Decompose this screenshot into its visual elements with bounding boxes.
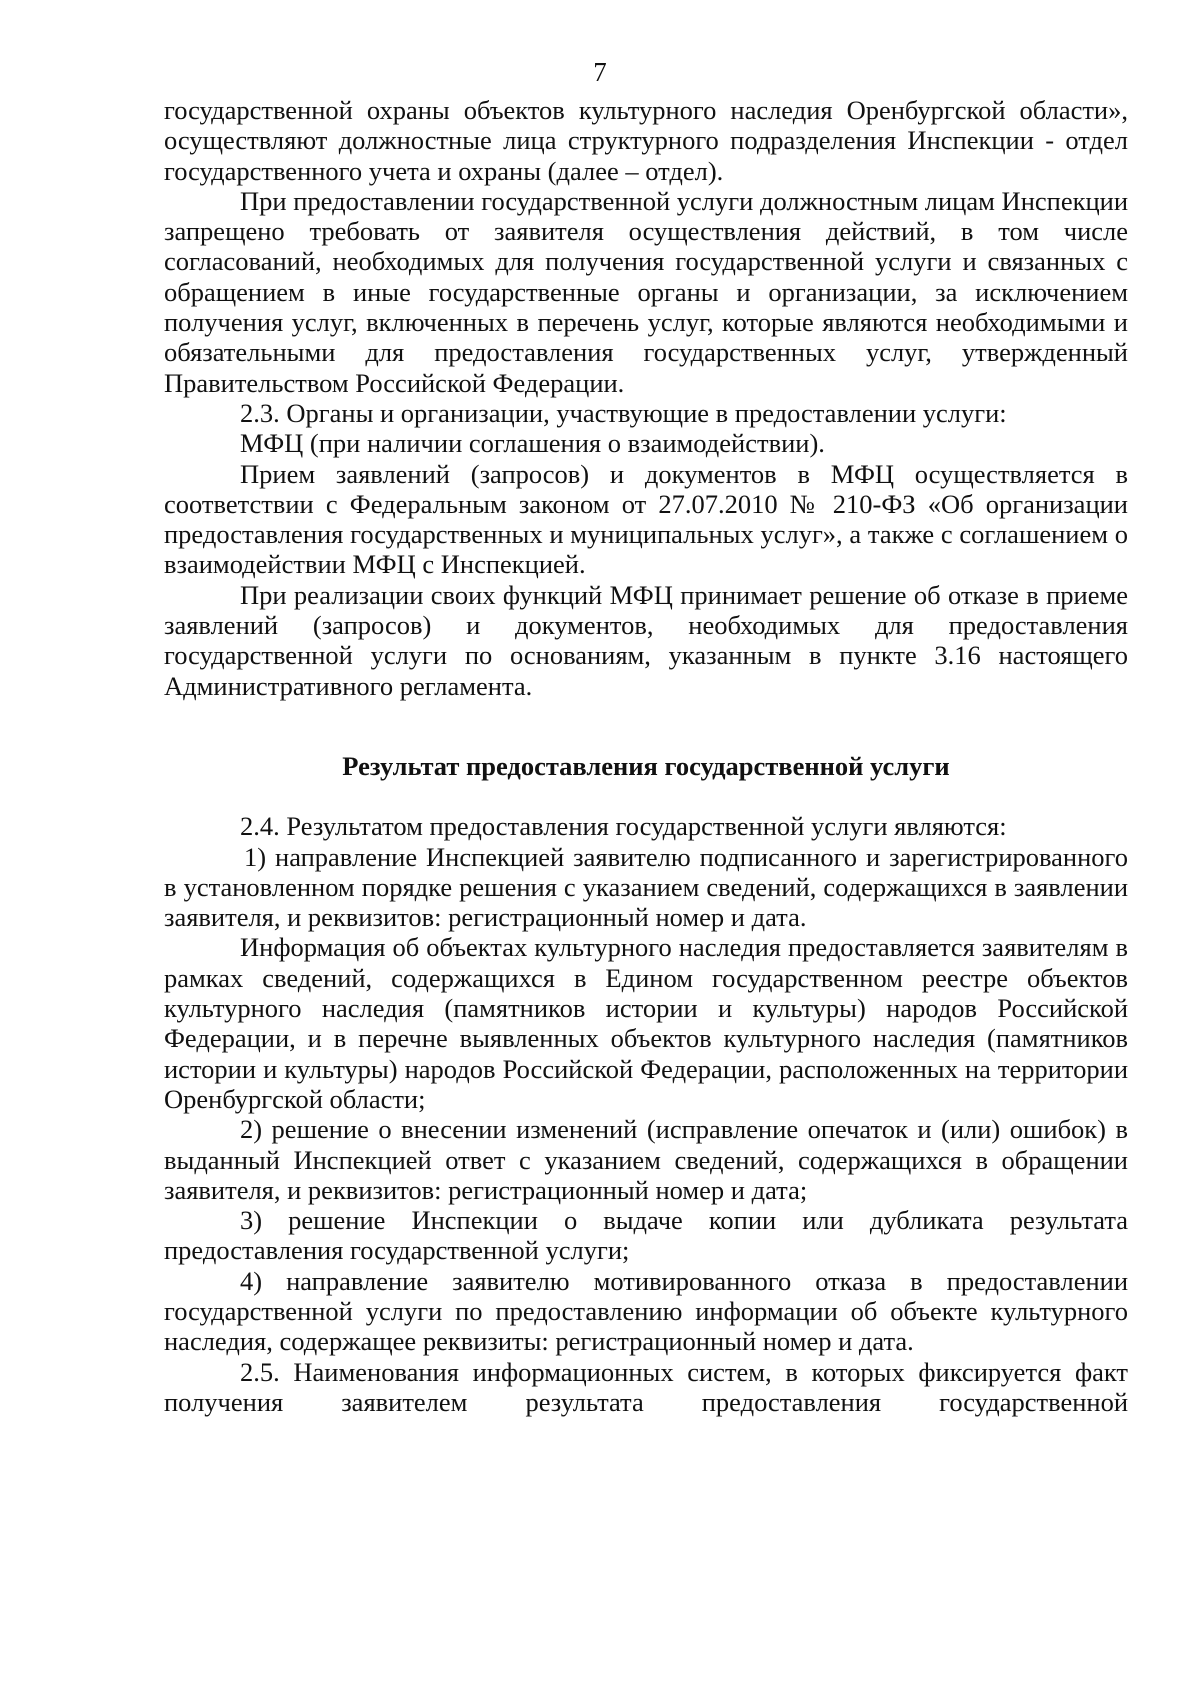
paragraph-2-3: 2.3. Органы и организации, участвующие в предоставлении услуги: (240, 397, 1007, 428)
paragraph-reception: Прием заявлений (запросов) и документов в МФЦ осуществляется в соответствии с Федеральным законом от 27.07.2010 № 210-ФЗ «Об организации предоставления государственных и муниципальных услуг», а также с соглашением о взаимодействии МФЦ с Инспекцией. (164, 458, 1128, 580)
paragraph-2-5: 2.5. Наименования информационных систем, в которых фиксируется факт получения заявителем результата предоставления государственной (164, 1356, 1128, 1417)
page-number: 7 (593, 57, 607, 87)
paragraph-mfc: МФЦ (при наличии соглашения о взаимодействии). (240, 428, 825, 459)
list-item-1: 1) направление Инспекцией заявителю подписанного и зарегистрированного в установленном порядке решения с указанием сведений, содержащихся в заявлении заявителя, и реквизитов: регистрационный номер и дата. (164, 841, 1128, 933)
document-body (164, 95, 1128, 1417)
list-item-3: 3) решение Инспекции о выдаче копии или дубликата результата предоставления государственной услуги; (164, 1205, 1128, 1266)
paragraph-2-4: 2.4. Результатом предоставления государственной услуги являются: (240, 811, 1007, 842)
paragraph-information: Информация об объектах культурного наследия предоставляется заявителям в рамках сведений, содержащихся в Едином государственном реестре объектов культурного наследия (памятников истории и культуры) народов Российской Федерации, и в перечне выявленных объектов культурного наследия (памятников истории и культуры) народов Российской Федерации, расположенных на территории Оренбургской области; (164, 932, 1128, 1114)
paragraph-prohibition: При предоставлении государственной услуги должностным лицам Инспекции запрещено требовать от заявителя осуществления действий, в том числе согласований, необходимых для получения государственной услуги и связанных с обращением в иные государственные органы и организации, за исключением получения услуг, включенных в перечень услуг, которые являются необходимыми и обязательными для предоставления государственных услуг, утвержденный Правительством Российской Федерации. (164, 185, 1128, 398)
section-heading: Результат предоставления государственной услуги (342, 750, 950, 781)
list-item-4: 4) направление заявителю мотивированного отказа в предоставлении государственной услуги по предоставлению информации об объекте культурного наследия, содержащее реквизиты: регистрационный номер и дата. (164, 1265, 1128, 1357)
paragraph-continuation: государственной охраны объектов культурного наследия Оренбургской области», осуществляют должностные лица структурного подразделения Инспекции - отдел государственного учета и охраны (далее – отдел). (164, 95, 1128, 186)
list-item-2: 2) решение о внесении изменений (исправление опечаток и (или) ошибок) в выданный Инспекцией ответ с указанием сведений, содержащихся в обращении заявителя, и реквизитов: регистрационный номер и дата; (164, 1114, 1128, 1205)
paragraph-mfc-refusal: При реализации своих функций МФЦ принимает решение об отказе в приеме заявлений (запросов) и документов, необходимых для предоставления государственной услуги по основаниям, указанным в пункте 3.16 настоящего Административного регламента. (164, 579, 1128, 701)
